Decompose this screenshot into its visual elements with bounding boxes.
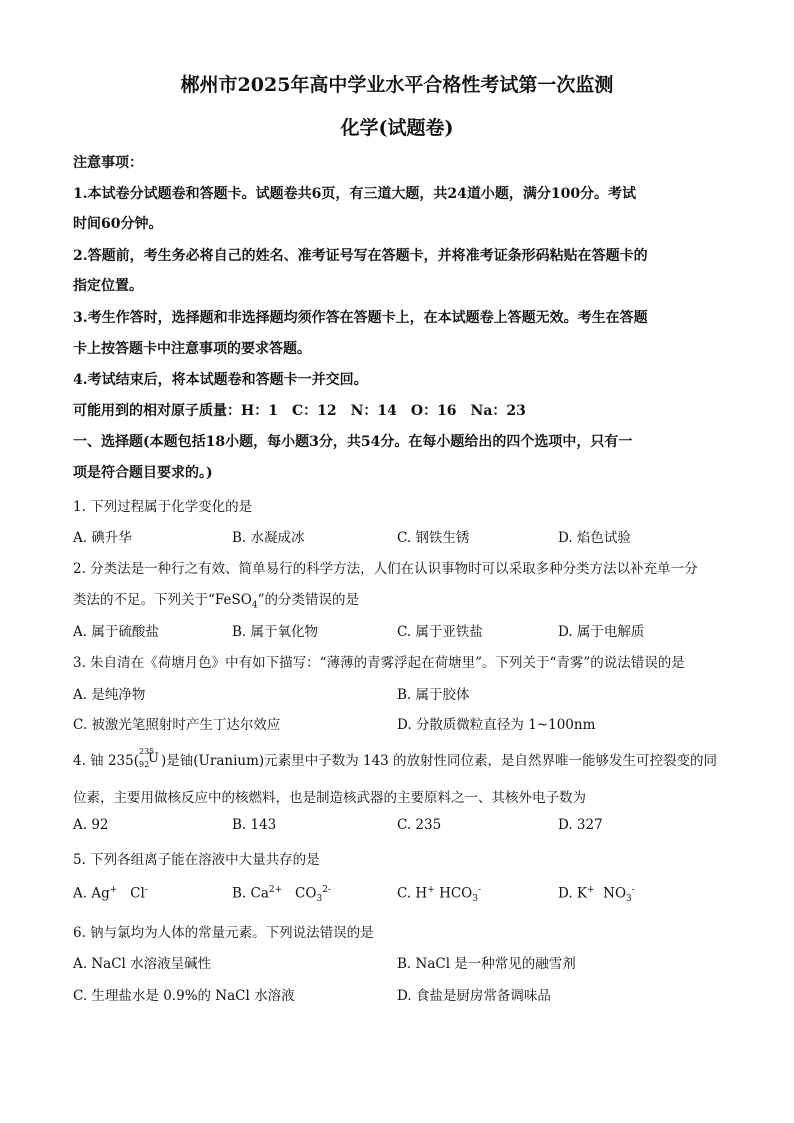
option-a: A. 碘升华 [73, 530, 132, 546]
option-b: B. 属于氧化物 [232, 624, 319, 640]
option-d: D. 属于电解质 [558, 624, 645, 640]
option-b: B. NaCl 是一种常见的融雪剂 [397, 956, 576, 972]
option-d: D. 焰色试验 [558, 530, 631, 546]
option-c: C. 生理盐水是 0.9%的 NaCl 水溶液 [73, 988, 295, 1004]
notes-item: 4.考试结束后，将本试题卷和答题卡一并交回。 [73, 372, 368, 388]
option-a: A. NaCl 水溶液呈碱性 [73, 956, 212, 972]
question-stem: 5. 下列各组离子能在溶液中大量共存的是 [73, 852, 320, 868]
option-d: D. K+ $NO_3^-$ [558, 885, 635, 905]
notes-item: 2.答题前，考生务必将自己的姓名、准考证号写在答题卡，并将准考证条形码粘贴在答题卡的 [73, 248, 648, 264]
option-d: D. 分散质微粒直径为 1~100nm [397, 717, 596, 733]
option-b: B. 143 [232, 817, 277, 833]
question-stem: 位素，主要用做核反应中的核燃料，也是制造核武器的主要原料之一、其核外电子数为 [73, 790, 586, 806]
option-c: C. 钢铁生锈 [397, 530, 470, 546]
notes-item: 时间60分钟。 [73, 216, 163, 232]
notes-item: 1.本试卷分试题卷和答题卡。试题卷共6页，有三道大题，共24道小题，满分100分。考试 [73, 186, 637, 202]
option-d: D. 327 [558, 817, 603, 833]
notes-item: 卡上按答题卡中注意事项的要求答题。 [73, 341, 311, 357]
question-stem: 3. 朱自清在《荷塘月色》中有如下描写：“薄薄的青雾浮起在荷塘里”。下列关于“青雾”的说法错误的是 [73, 655, 685, 671]
option-b: B. 水凝成冰 [232, 530, 305, 546]
option-a: A. Ag+ Cl- [73, 885, 148, 902]
question-stem: 6. 钠与氯均为人体的常量元素。下列说法错误的是 [73, 925, 374, 941]
section-heading: 一、选择题(本题包括18小题，每小题3分，共54分。在每小题给出的四个选项中，只有一 [73, 434, 633, 450]
exam-title: 郴州市2025年高中学业水平合格性考试第一次监测 [180, 74, 614, 96]
option-c: C. 属于亚铁盐 [397, 624, 483, 640]
question-stem: 1. 下列过程属于化学变化的是 [73, 499, 253, 515]
notes-item: 3.考生作答时，选择题和非选择题均须作答在答题卡上，在本试题卷上答题无效。考生在答题 [73, 310, 648, 326]
notes-item: 指定位置。 [73, 278, 143, 294]
option-a: A. 是纯净物 [73, 687, 146, 703]
question-stem: 类法的不足。下列关于“FeSO$_4$”的分类错误的是 [73, 592, 359, 611]
exam-subtitle: 化学(试题卷) [340, 117, 454, 139]
notes-heading: 注意事项： [73, 155, 143, 171]
option-d: D. 食盐是厨房常备调味品 [397, 988, 551, 1004]
option-b: B. $Ca^{2+}$ $CO_3^{2-}$ [232, 885, 331, 905]
option-a: A. 92 [73, 817, 109, 833]
option-c: C. 被激光笔照射时产生丁达尔效应 [73, 717, 281, 733]
option-c: C. H+ $HCO_3^-$ [397, 885, 482, 905]
option-c: C. 235 [397, 817, 442, 833]
section-heading: 项是符合题目要求的。) [73, 465, 213, 481]
option-b: B. 属于胶体 [397, 687, 470, 703]
atomic-masses: 可能用到的相对原子质量：H：1 C：12 N：14 O：16 Na：23 [73, 403, 526, 419]
option-a: A. 属于硫酸盐 [73, 624, 159, 640]
question-stem: 2. 分类法是一种行之有效、简单易行的科学方法，人们在认识事物时可以采取多种分类方法以补充单一分 [73, 561, 698, 577]
nuclide-symbol: 235 92 U [139, 747, 159, 769]
question-stem: 4. 铀 235( 235 92 U )是铀(Uranium)元素里中子数为 143 的放射性同位素，是自然界唯一能够发生可控裂变的同 [73, 747, 718, 769]
